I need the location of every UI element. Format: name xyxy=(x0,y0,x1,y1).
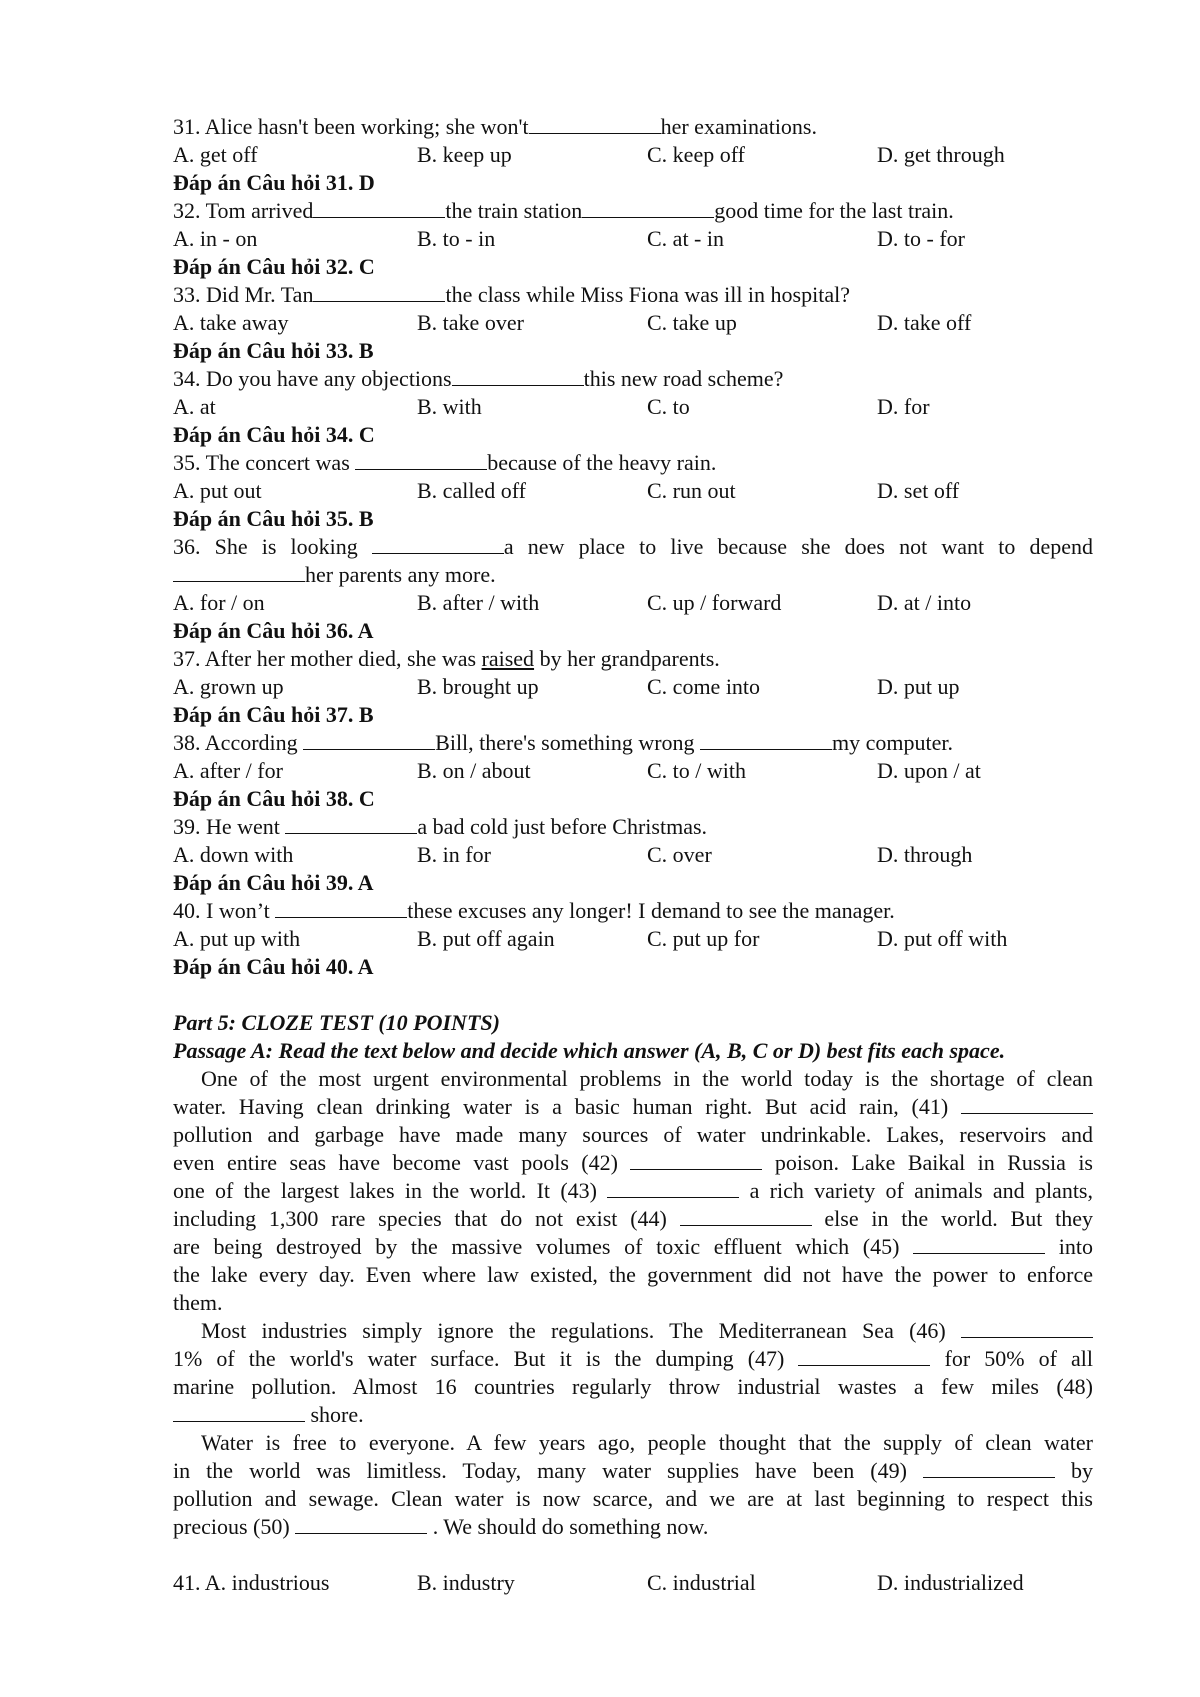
answer-blank xyxy=(275,897,407,918)
question-40: 40. I won’t these excuses any longer! I demand to see the manager. xyxy=(173,898,895,923)
passage-line: pollution and garbage have made many sources of water undrinkable. Lakes, reservoirs and xyxy=(173,1122,1093,1147)
passage-line: One of the most urgent environmental problems in the world today is the shortage of clean xyxy=(201,1066,1093,1091)
question-34: 34. Do you have any objections this new road scheme? xyxy=(173,366,784,391)
gap-44 xyxy=(680,1205,812,1226)
answer-31: Đáp án Câu hỏi 31. D xyxy=(173,170,375,195)
question-33: 33. Did Mr. Tan the class while Miss Fiona was ill in hospital? xyxy=(173,282,850,307)
gap-49 xyxy=(923,1457,1055,1478)
answer-blank xyxy=(303,729,435,750)
gap-47 xyxy=(798,1345,930,1366)
passage-line: precious (50) . We should do something now. xyxy=(173,1514,709,1539)
question-32: 32. Tom arrived the train station good time for the last train. xyxy=(173,198,954,223)
answer-blank xyxy=(529,113,661,134)
gap-43 xyxy=(607,1177,739,1198)
answer-32: Đáp án Câu hỏi 32. C xyxy=(173,254,375,279)
passage-line: Water is free to everyone. A few years ago, people thought that the supply of clean water xyxy=(201,1430,1093,1455)
gap-50 xyxy=(295,1513,427,1534)
passage-line: pollution and sewage. Clean water is now scarce, and we are at last beginning to respect this xyxy=(173,1486,1093,1511)
passage-line: Most industries simply ignore the regulations. The Mediterranean Sea (46) xyxy=(173,1317,1093,1345)
answer-blank xyxy=(700,729,832,750)
passage-line: them. xyxy=(173,1290,223,1315)
answer-blank xyxy=(355,449,487,470)
answer-blank xyxy=(285,813,417,834)
answer-35: Đáp án Câu hỏi 35. B xyxy=(173,506,374,531)
options-33: A. take away B. take over C. take up D. take off xyxy=(173,310,972,335)
answer-33: Đáp án Câu hỏi 33. B xyxy=(173,338,374,363)
answer-38: Đáp án Câu hỏi 38. C xyxy=(173,786,375,811)
options-41: 41. A. industrious B. industry C. industrial D. industrialized xyxy=(173,1570,1024,1595)
question-36: 36. She is looking a new place to live because she does not want to depend xyxy=(173,534,1093,559)
gap-42 xyxy=(630,1149,762,1170)
passage-line: in the world was limitless. Today, many water supplies have been (49) by xyxy=(173,1458,1093,1483)
spacer xyxy=(173,1541,1093,1569)
answer-blank xyxy=(313,281,445,302)
options-31: A. get off B. keep up C. keep off D. get through xyxy=(173,142,1005,167)
passage-line: 1% of the world's water surface. But it is the dumping (47) for 50% of all xyxy=(173,1346,1094,1371)
passage-line: marine pollution. Almost 16 countries regularly throw industrial wastes a few miles (48) xyxy=(173,1374,1093,1399)
options-36: A. for / on B. after / with C. up / forward D. at / into xyxy=(173,590,972,615)
answer-36: Đáp án Câu hỏi 36. A xyxy=(173,618,374,643)
question-37: 37. After her mother died, she was raised by her grandparents. xyxy=(173,646,720,671)
passage-line: including 1,300 rare species that do not exist (44) else in the world. But they xyxy=(173,1206,1093,1231)
question-31: 31. Alice hasn't been working; she won't her examinations. xyxy=(173,114,817,139)
question-39: 39. He went a bad cold just before Christmas. xyxy=(173,814,708,839)
part5-instruction: Passage A: Read the text below and decide which answer (A, B, C or D) best fits each space. xyxy=(173,1038,1006,1063)
passage-line: one of the largest lakes in the world. It (43) a rich variety of animals and plants, xyxy=(173,1178,1093,1203)
document-page xyxy=(173,113,1093,1597)
answer-blank xyxy=(372,533,504,554)
options-34: A. at B. with C. to D. for xyxy=(173,394,930,419)
passage-line: are being destroyed by the massive volumes of toxic effluent which (45) into xyxy=(173,1234,1093,1259)
options-38: A. after / for B. on / about C. to / with D. upon / at xyxy=(173,758,981,783)
answer-blank xyxy=(582,197,714,218)
gap-48 xyxy=(173,1401,305,1422)
options-32: A. in - on B. to - in C. at - in D. to - for xyxy=(173,226,965,251)
answer-39: Đáp án Câu hỏi 39. A xyxy=(173,870,374,895)
options-39: A. down with B. in for C. over D. through xyxy=(173,842,973,867)
spacer xyxy=(173,981,1093,1009)
options-35: A. put out B. called off C. run out D. set off xyxy=(173,478,960,503)
answer-34: Đáp án Câu hỏi 34. C xyxy=(173,422,375,447)
gap-41 xyxy=(961,1093,1093,1114)
options-40: A. put up with B. put off again C. put up for D. put off with xyxy=(173,926,1008,951)
options-37: A. grown up B. brought up C. come into D. put up xyxy=(173,674,960,699)
question-35: 35. The concert was because of the heavy rain. xyxy=(173,450,717,475)
part5-heading: Part 5: CLOZE TEST (10 POINTS) xyxy=(173,1010,500,1035)
passage-line: the lake every day. Even where law existed, the government did not have the power to enforce xyxy=(173,1262,1093,1287)
passage-line: shore. xyxy=(173,1401,1093,1429)
answer-blank xyxy=(173,561,305,582)
gap-45 xyxy=(913,1233,1045,1254)
answer-37: Đáp án Câu hỏi 37. B xyxy=(173,702,374,727)
question-38: 38. According Bill, there's something wrong my computer. xyxy=(173,730,954,755)
underlined-word: raised xyxy=(481,646,535,671)
passage-line: even entire seas have become vast pools (42) poison. Lake Baikal in Russia is xyxy=(173,1150,1093,1175)
answer-blank xyxy=(452,365,584,386)
gap-46 xyxy=(961,1317,1093,1338)
answer-40: Đáp án Câu hỏi 40. A xyxy=(173,954,374,979)
answer-blank xyxy=(313,197,445,218)
passage-line: water. Having clean drinking water is a basic human right. But acid rain, (41) xyxy=(173,1093,1093,1121)
question-36-cont: her parents any more. xyxy=(173,561,1093,589)
